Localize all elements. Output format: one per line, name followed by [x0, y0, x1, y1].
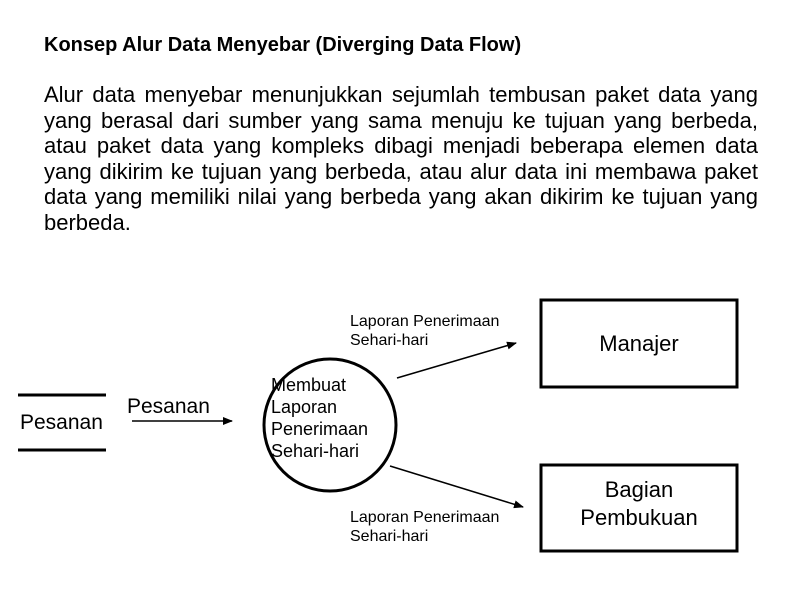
description-paragraph: Alur data menyebar menunjukkan sejumlah tembusan paket data yang yang berasal dari sumber yang sama menuju ke tujuan yang berbeda, atau paket data yang kompleks dibagi menjadi beberapa elemen data yang dikirim ke tujuan yang berbeda, atau alur data ini membawa paket data yang memiliki nilai yang berbeda yang akan dikirim ke tujuan yang berbeda.: [44, 82, 758, 235]
input-flow-label: Pesanan: [127, 395, 210, 418]
entity-label-manajer: Manajer: [599, 331, 679, 356]
entity-label-bagian-pembukuan: Bagian Pembukuan: [580, 477, 698, 530]
flow-label-top: Laporan Penerimaan Sehari-hari: [350, 313, 500, 349]
output-flow-arrow-bottom: [390, 466, 523, 507]
flow-label-bottom: Laporan Penerimaan Sehari-hari: [350, 509, 500, 545]
slide-title: Konsep Alur Data Menyebar (Diverging Data Flow): [44, 34, 522, 56]
process-label: Membuat Laporan Penerimaan Sehari-hari: [271, 375, 369, 461]
data-store-label: Pesanan: [20, 411, 103, 434]
